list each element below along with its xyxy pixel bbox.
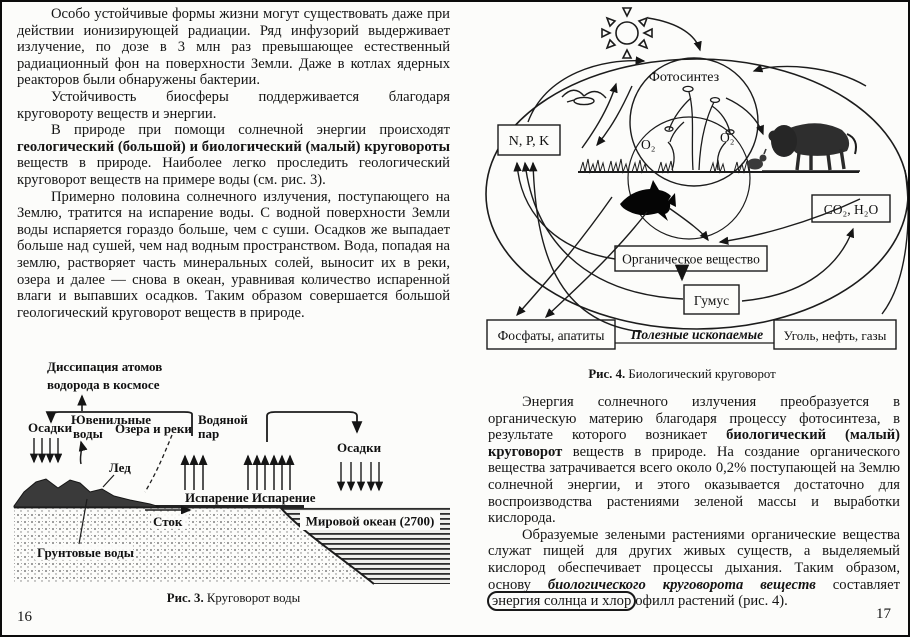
label-humus: Гумус <box>693 293 730 308</box>
label-ice: Лед <box>109 460 131 475</box>
evaporation-arrows <box>185 456 290 490</box>
figure-4-caption: Рис. 4. Биологический круговорот <box>588 367 776 381</box>
river-curve <box>145 435 172 492</box>
paragraph: Примерно половина солнечного излучения, поступающего на Землю, тратится на испарение воды. С водной поверхности Земли воды испаряется гораздо больше, чем с суши. Осадков же выпадает больше над сушей, чем над водным пространством. Вода, попадая на землю, растворяет часть минеральных солей, выносит их в реки, озера и далее — снова в океан, уравнивая количество испаренной влаги и выпавших осадков. Таким образом совершается большой геологический круговорот веществ в природе. <box>17 188 450 321</box>
label-minerals: Полезные ископаемые <box>630 327 764 342</box>
sun-to-photosynthesis-arrow <box>648 18 700 50</box>
label-co2-h2o: CO₂, H₂O <box>823 202 879 217</box>
lion-icon <box>762 123 860 171</box>
bird-icon <box>562 90 606 104</box>
left-page-text <box>17 6 450 321</box>
label-precip-right: Осадки <box>337 440 382 455</box>
label-dissipation-2: водорода в космосе <box>47 377 160 392</box>
page-number-left: 16 <box>17 609 32 625</box>
mountains-icon <box>14 479 160 507</box>
label-organic-matter: Органическое вещество <box>622 251 760 267</box>
paragraph: Энергия солнечного излучения преобразуется в органическую материю благодаря процессу фотосинтеза, в результате которого возникает биологический (малый) круговорот веществ в природе. На создание органического вещества затрачивается всего около 0,2% поступающей на Землю солнечной энергии, и этого оказывается достаточно для воспроизводства растениями зеленой массы и выработки кислорода. <box>488 394 900 527</box>
grass-ground <box>578 159 859 172</box>
label-vapor-1: Водяной <box>198 412 248 427</box>
label-juvenile-1: Ювенильные <box>71 412 151 427</box>
label-o2-right: O₂ <box>720 130 735 145</box>
paragraph: В природе при помощи солнечной энергии происходят геологический (большой) и биологический (малый) круговороты веществ в природе. Наиболее легко проследить геологический круговорот веществ на примере воды (см. рис. 3). <box>17 122 450 188</box>
label-lakes-rivers: Озера и реки <box>115 421 192 436</box>
label-phosphates: Фосфаты, апатиты <box>497 328 605 343</box>
label-runoff: Сток <box>153 514 183 529</box>
label-dissipation-1: Диссипация атомов <box>47 359 163 374</box>
label-o2-left: O₂ <box>641 137 656 152</box>
right-page-text <box>488 394 900 610</box>
figure-4-biological-cycle-diagram <box>462 2 910 360</box>
label-evaporation: Испарение Испарение <box>185 490 316 505</box>
label-coal-oil-gas: Уголь, нефть, газы <box>783 328 887 343</box>
label-juvenile-2: воды <box>73 426 103 441</box>
precip-arrows-left <box>34 438 58 462</box>
label-groundwater: Грунтовые воды <box>37 545 134 560</box>
paragraph: Образуемые зелеными растениями органические вещества служат пищей для других живых существ, а выделяемый кислород обеспечивает процессы дыхания. Таким образом, основу биологического круговорота веществ составляет энергия солнца и хлор офилл растений (рис. 4). <box>488 526 900 610</box>
label-photosynthesis: Фотосинтез <box>648 70 720 85</box>
figure-3-caption: Рис. 3. Круговорот воды <box>166 591 301 605</box>
juvenile-arrow <box>80 442 81 464</box>
label-precip-left: Осадки <box>28 420 73 435</box>
label-npk: N, P, K <box>508 134 550 149</box>
paragraph: Особо устойчивые формы жизни могут существовать даже при действии ионизирующей радиации. Ряд инфузорий выдерживает излучение, по дозе в 3 млн раз превышающее естественный радиационный фон на поверхности Земли. Даже в котлах ядерных реакторов были обнаружены бактерии. <box>17 6 450 89</box>
label-vapor-2: пар <box>198 426 220 441</box>
page-number-right: 17 <box>876 606 891 622</box>
label-world-ocean: Мировой океан (2700) <box>305 513 435 529</box>
precip-arrows-right <box>341 462 379 490</box>
figure-3-water-cycle-diagram <box>2 352 457 590</box>
sun-icon <box>602 8 652 58</box>
paragraph: Устойчивость биосферы поддерживается благодаря круговороту веществ и энергии. <box>17 88 450 122</box>
